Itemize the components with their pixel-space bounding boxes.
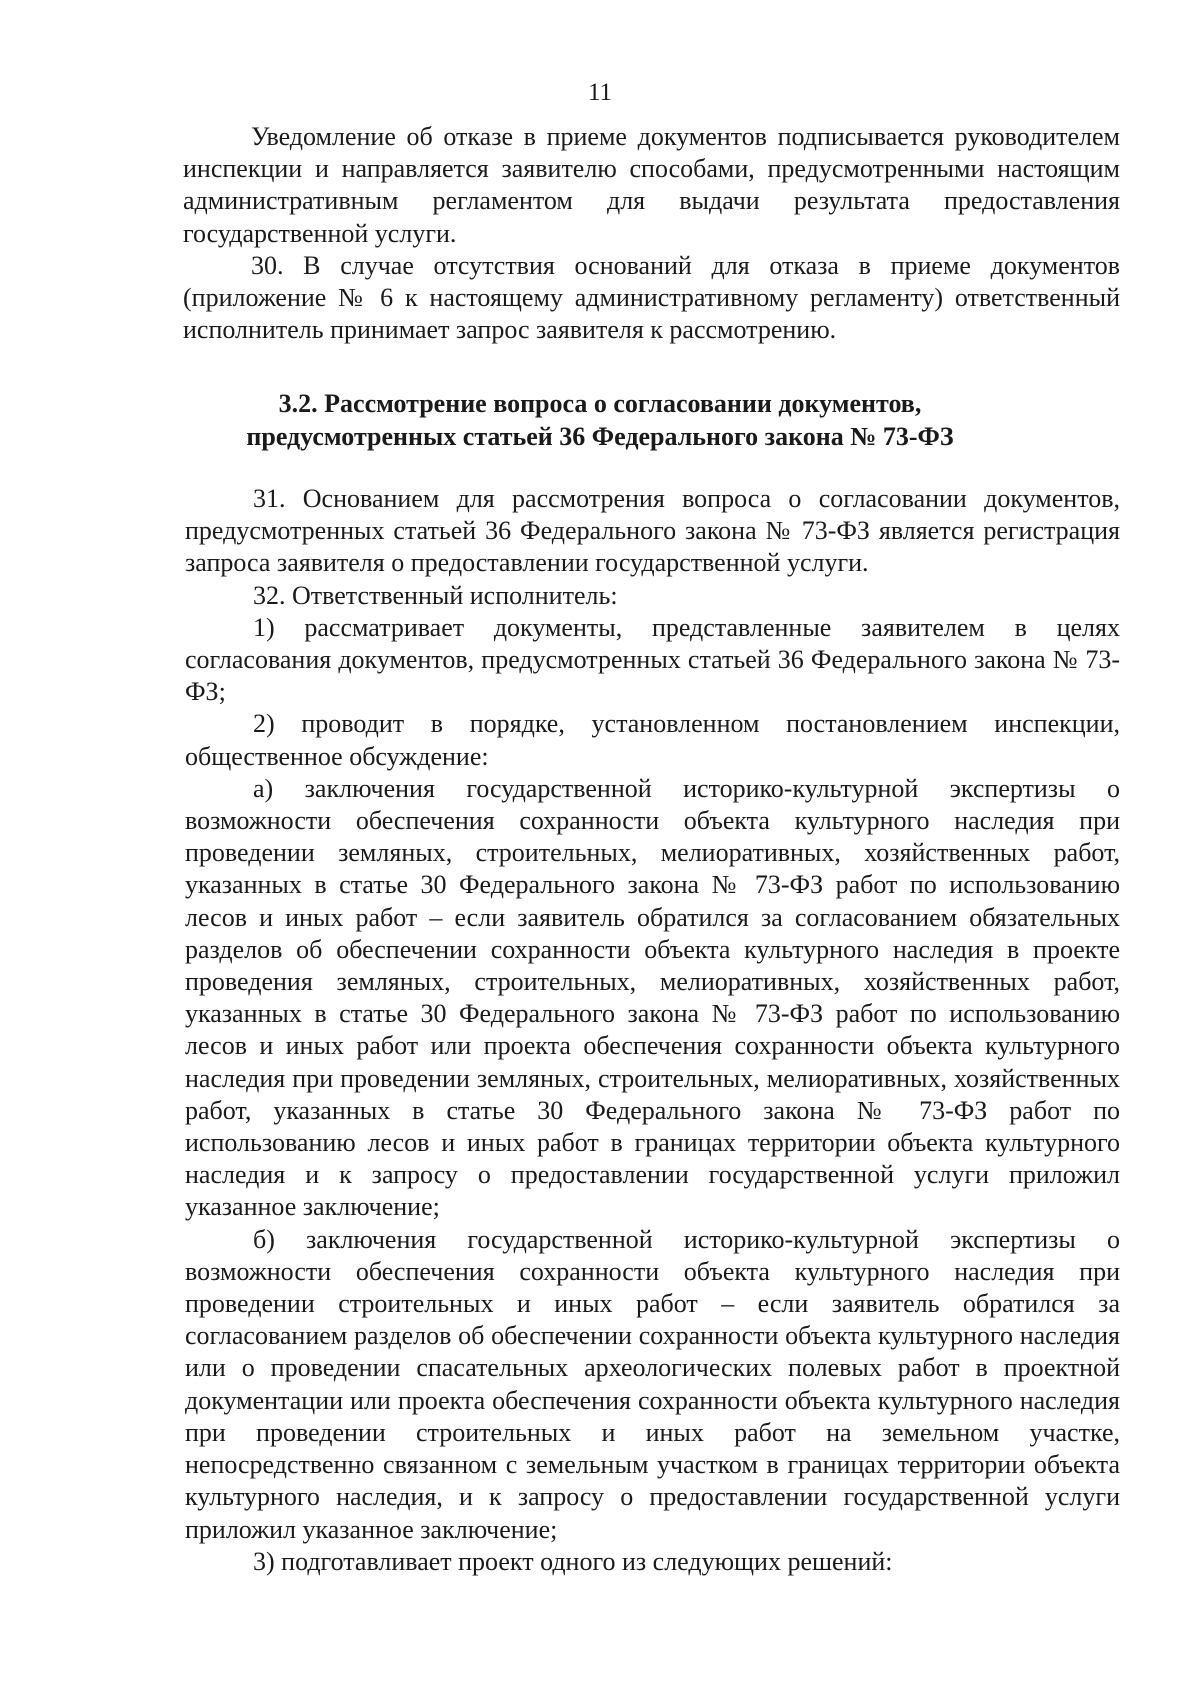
paragraph-subitem-a: а) заключения государственной историко-культурной экспертизы о возможности обеспечения сохранности объекта культурного наследия при проведении земляных, строительных, мелиоративных, хозяйственных работ, указанных в статье 30 Федерального закона № 73-ФЗ работ по использованию лесов и иных работ – если заявитель обратился за согласованием обязательных разделов об обеспечении сохранности объекта культурного наследия в проекте проведения земляных, строительных, мелиоративных, хозяйственных работ, указанных в статье 30 Федерального закона № 73-ФЗ работ по использованию лесов и иных работ или проекта обеспечения сохранности объекта культурного наследия при проведении земляных, строительных, мелиоративных, хозяйственных работ, указанных в статье 30 Федерального закона № 73-ФЗ работ по использованию лесов и иных работ в границах территории объекта культурного наследия и к запросу о предоставлении государственной услуги приложил указанное заключение; <box>185 773 1120 1222</box>
paragraph-item-32: 32. Ответственный исполнитель: <box>253 580 618 610</box>
section-heading-line-2: предусмотренных статьей 36 Федерального закона № 73-ФЗ <box>246 422 954 451</box>
page-number: 11 <box>587 79 613 106</box>
section-heading <box>0 387 1200 453</box>
section-heading-line-1: 3.2. Рассмотрение вопроса о согласовании документов, <box>278 389 922 418</box>
paragraph-subitem-b: б) заключения государственной историко-культурной экспертизы о возможности обеспечения сохранности объекта культурного наследия при проведении строительных и иных работ – если заявитель обратился за согласованием разделов об обеспечении сохранности объекта культурного наследия или о проведении спасательных археологических полевых работ в проектной документации или проекта обеспечения сохранности объекта культурного наследия при проведении строительных и иных работ на земельном участке, непосредственно связанном с земельным участком в границах территории объекта культурного наследия, и к запросу о предоставлении государственной услуги приложил указанное заключение; <box>185 1224 1120 1544</box>
body-text-block-2 <box>185 483 1120 1578</box>
paragraph-rejection-notice: Уведомление об отказе в приеме документов подписывается руководителем инспекции и направляется заявителю способами, предусмотренными настоящим административным регламентом для выдачи результата предоставления государственной услуги. <box>183 122 1120 248</box>
paragraph-item-30: 30. В случае отсутствия оснований для отказа в приеме документов (приложение № 6 к настоящему административному регламенту) ответственный исполнитель принимает запрос заявителя к рассмотрению. <box>183 250 1120 345</box>
paragraph-subitem-3: 3) подготавливает проект одного из следующих решений: <box>253 1546 893 1576</box>
body-text-block-1 <box>183 121 1120 346</box>
paragraph-subitem-1: 1) рассматривает документы, представленные заявителем в целях согласования документов, предусмотренных статьей 36 Федерального закона № 73-ФЗ; <box>185 612 1120 707</box>
paragraph-item-31: 31. Основанием для рассмотрения вопроса о согласовании документов, предусмотренных статьей 36 Федерального закона № 73-ФЗ является регистрация запроса заявителя о предоставлении государственной услуги. <box>185 484 1120 578</box>
paragraph-subitem-2: 2) проводит в порядке, установленном постановлением инспекции, общественное обсуждение: <box>185 709 1120 771</box>
